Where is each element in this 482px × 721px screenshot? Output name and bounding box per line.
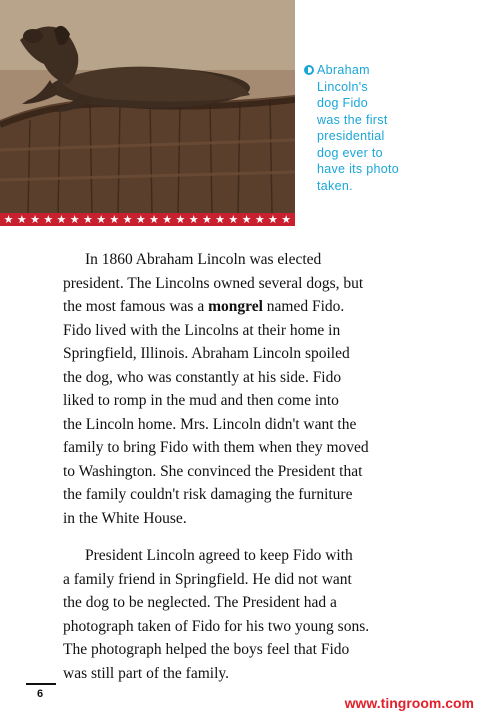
text-line: the Lincoln home. Mrs. Lincoln didn't want the <box>63 415 357 433</box>
star-icon: ★ <box>254 213 265 226</box>
text-line: the family couldn't risk damaging the furniture <box>63 486 353 503</box>
star-icon: ★ <box>109 213 120 226</box>
star-icon: ★ <box>135 213 146 226</box>
text-line: the dog, who was constantly at his side. Fido <box>63 368 342 386</box>
star-icon: ★ <box>175 213 186 226</box>
star-icon: ★ <box>215 213 226 226</box>
fido-photo-illustration <box>0 0 295 213</box>
text-line: liked to romp in the mud and then come into <box>63 392 339 409</box>
caption-text: Abraham Lincoln's dog Fido was the first presidential dog ever to have its photo taken. <box>317 63 400 193</box>
watermark: www.tingroom.com <box>344 695 474 711</box>
star-icon: ★ <box>281 213 292 226</box>
article-body <box>63 248 423 699</box>
star-icon: ★ <box>56 213 67 226</box>
star-icon: ★ <box>228 213 239 226</box>
star-icon: ★ <box>3 213 14 226</box>
text-line: In 1860 Abraham Lincoln was elected <box>85 251 322 268</box>
page-number-rule <box>26 683 56 685</box>
text-line: President Lincoln agreed to keep Fido with <box>85 547 353 564</box>
star-icon: ★ <box>122 213 133 226</box>
star-icon: ★ <box>201 213 212 226</box>
star-icon: ★ <box>241 213 252 226</box>
star-icon: ★ <box>30 213 40 226</box>
star-icon: ★ <box>43 213 54 226</box>
page-number: 6 <box>37 688 44 700</box>
text-line: Fido lived with the Lincolns at their home in <box>63 321 341 339</box>
paragraph <box>63 248 423 530</box>
star-icon: ★ <box>69 213 80 226</box>
fido-photo <box>0 0 295 213</box>
star-icon: ★ <box>149 213 159 226</box>
text-line: the dog to be neglected. The President had a <box>63 594 337 611</box>
star-icon: ★ <box>268 213 278 226</box>
text-line: The photograph helped the boys feel that Fido <box>63 641 350 658</box>
photo-caption <box>304 62 424 194</box>
star-icon: ★ <box>82 213 93 226</box>
star-icon: ★ <box>16 213 27 226</box>
text-line: a family friend in Springfield. He did not want <box>63 570 352 588</box>
star-border <box>0 213 295 226</box>
text-line: in the White House. <box>63 509 187 527</box>
star-icon: ★ <box>96 213 107 226</box>
text-line: to Washington. She convinced the President that <box>63 462 363 480</box>
star-icon: ★ <box>162 213 173 226</box>
text-line: Springfield, Illinois. Abraham Lincoln spoiled <box>63 345 350 362</box>
text-line: family to bring Fido with them when they moved <box>63 439 369 456</box>
paragraph <box>63 544 423 685</box>
text-line: president. The Lincolns owned several dogs, but <box>63 274 364 292</box>
star-icon: ★ <box>188 213 199 226</box>
text-line: the most famous was a mongrel named Fido. <box>63 298 345 315</box>
text-line: was still part of the family. <box>63 664 230 682</box>
camera-icon <box>304 65 314 75</box>
text-line: photograph taken of Fido for his two young sons. <box>63 617 370 635</box>
vocabulary-word: mongrel <box>208 298 263 315</box>
